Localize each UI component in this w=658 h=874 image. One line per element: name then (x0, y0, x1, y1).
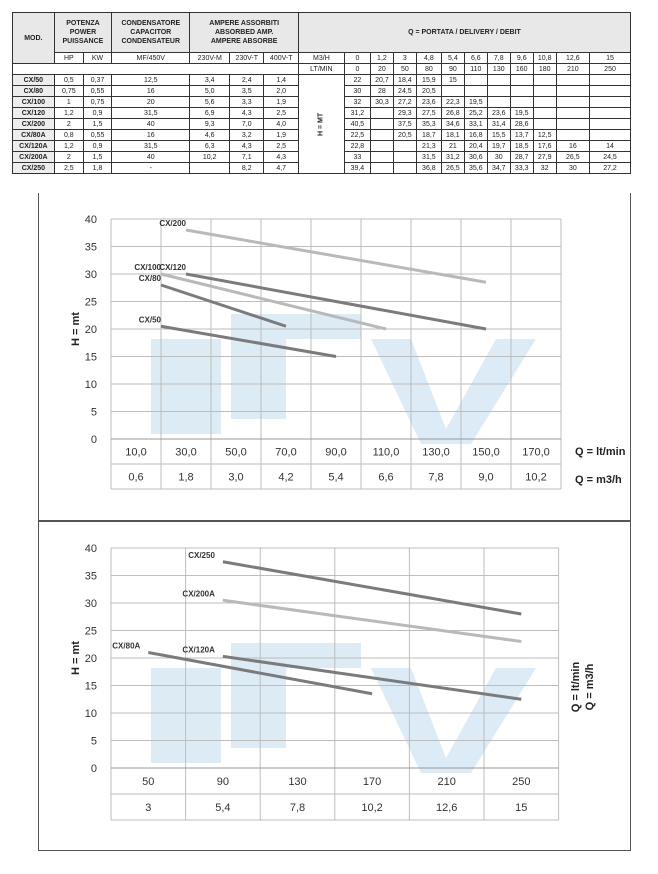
head-cell: 35,3 (416, 119, 441, 130)
amp-400t-cell: 2,5 (264, 108, 298, 119)
watermark-shape (371, 668, 536, 773)
y-tick-label: 20 (84, 653, 97, 665)
amp-230m-cell: 5,6 (190, 97, 230, 108)
head-cell: 15 (441, 75, 464, 86)
y-tick-label: 25 (84, 296, 97, 309)
head-cell: 16,8 (464, 130, 487, 141)
y-tick-label: 10 (84, 708, 97, 720)
head-cell (370, 130, 393, 141)
x-tick-label-ltmin: 90,0 (325, 446, 347, 459)
kw-cell: 0,37 (83, 75, 111, 86)
x-tick-label-ltmin: 50 (142, 776, 155, 788)
hp-cell: 1,2 (54, 108, 83, 119)
amp-230t-cell: 7,0 (230, 119, 264, 130)
y-tick-label: 15 (84, 680, 97, 693)
head-cell: 33,3 (510, 163, 533, 174)
amp-230t-cell: 8,2 (230, 163, 264, 174)
units-row-ltmin (13, 64, 631, 75)
kw-cell: 0,55 (83, 86, 111, 97)
flow-ltmin-cell: 130 (487, 64, 510, 75)
y-tick-label: 0 (90, 434, 97, 446)
series-label: CX/80 (138, 274, 161, 283)
flow-m3h-cell: 3 (393, 53, 416, 64)
x-tick-label-m3h: 15 (515, 802, 528, 814)
head-cell: 27,9 (533, 152, 556, 163)
head-cell: 33,1 (464, 119, 487, 130)
head-cell (590, 119, 631, 130)
head-cell (556, 97, 589, 108)
head-cell (556, 130, 589, 141)
head-cell: 31,4 (487, 119, 510, 130)
x-tick-label-m3h: 10,2 (361, 802, 383, 814)
header-ampere-line: ABSORBED AMP. (214, 29, 274, 36)
head-cell (393, 141, 416, 152)
head-cell: 27,5 (416, 108, 441, 119)
head-cell (590, 130, 631, 141)
watermark-shape (231, 643, 361, 748)
flow-ltmin-cell: 80 (416, 64, 441, 75)
header-power-line: PUISSANCE (62, 38, 104, 45)
head-cell: 12,5 (533, 130, 556, 141)
x-tick-label-ltmin: 50,0 (225, 446, 247, 459)
amp-230t-cell: 3,2 (230, 130, 264, 141)
head-cell: 23,6 (487, 108, 510, 119)
x-axis-label-m3h: Q = m3/h (584, 663, 596, 711)
head-cell: 19,5 (510, 108, 533, 119)
x-tick-label-m3h: 3,0 (228, 471, 244, 484)
head-cell: 26,8 (441, 108, 464, 119)
amp-400t-cell: 4,0 (264, 119, 298, 130)
head-cell (370, 152, 393, 163)
head-cell: 31,5 (416, 152, 441, 163)
hp-cell: 2 (54, 119, 83, 130)
head-cell: 24,5 (393, 86, 416, 97)
hp-cell: 0,8 (54, 130, 83, 141)
watermark-shape (231, 314, 361, 419)
amp-230t-cell: 4,3 (230, 141, 264, 152)
head-cell: 21 (441, 141, 464, 152)
y-tick-label: 25 (84, 625, 97, 638)
head-cell (590, 108, 631, 119)
model-cell: CX/250 (13, 163, 55, 174)
x-tick-label-m3h: 1,8 (178, 471, 194, 484)
head-cell: 17,6 (533, 141, 556, 152)
flow-m3h-cell: 9,6 (510, 53, 533, 64)
flow-m3h-cell: 4,8 (416, 53, 441, 64)
flow-m3h-cell: 7,8 (487, 53, 510, 64)
unit-mf: MF/450V (112, 53, 190, 64)
x-tick-label-m3h: 12,6 (435, 802, 458, 814)
y-tick-label: 5 (90, 406, 97, 419)
header-capacitor-line: CONDENSATORE (121, 20, 181, 27)
head-cell: 30 (344, 86, 370, 97)
y-tick-label: 30 (84, 598, 97, 610)
head-cell: 32 (344, 97, 370, 108)
model-cell: CX/100 (13, 97, 55, 108)
amp-400t-cell: 1,9 (264, 97, 298, 108)
head-cell: 25,2 (464, 108, 487, 119)
head-cell: 24,5 (590, 152, 631, 163)
x-tick-label-ltmin: 170,0 (522, 446, 550, 459)
head-cell: 26,5 (441, 163, 464, 174)
amp-400t-cell: 4,3 (264, 152, 298, 163)
x-tick-label-ltmin: 150,0 (472, 446, 500, 459)
series-label: CX/200A (182, 589, 215, 599)
x-tick-label-m3h: 9,0 (478, 471, 494, 484)
table-row (13, 75, 631, 86)
head-cell (590, 75, 631, 86)
head-cell (533, 86, 556, 97)
head-cell (370, 119, 393, 130)
flow-ltmin-cell: 250 (590, 64, 631, 75)
flow-m3h-cell: 5,4 (441, 53, 464, 64)
amp-230t-cell: 3,3 (230, 97, 264, 108)
head-cell (464, 86, 487, 97)
unit-400t: 400V-T (264, 53, 298, 64)
header-ampere-text (209, 20, 279, 45)
spec-body (13, 75, 631, 174)
header-power-line: POTENZA (66, 20, 100, 27)
header-power-text (63, 20, 104, 45)
head-cell: 22,5 (344, 130, 370, 141)
x-tick-label-ltmin: 170 (362, 776, 382, 788)
x-tick-label-ltmin: 210 (437, 776, 456, 788)
kw-cell: 0,9 (83, 141, 111, 152)
head-cell: 18,4 (393, 75, 416, 86)
flow-ltmin-cell: 50 (393, 64, 416, 75)
head-cell: 34,6 (441, 119, 464, 130)
series-label: CX/100 (134, 263, 161, 272)
y-tick-label: 35 (84, 570, 97, 583)
model-cell: CX/200A (13, 152, 55, 163)
flow-m3h-cell: 15 (590, 53, 631, 64)
header-capacitor-line: CONDENSATEUR (121, 38, 181, 45)
flow-ltmin-cell: 160 (510, 64, 533, 75)
kw-cell: 0,9 (83, 108, 111, 119)
head-cell (533, 97, 556, 108)
y-tick-label: 40 (84, 543, 97, 555)
unit-hp: HP (54, 53, 83, 64)
amp-230m-cell: 5,0 (190, 86, 230, 97)
header-flow: Q = PORTATA / DELIVERY / DEBIT (298, 13, 630, 53)
head-cell (556, 75, 589, 86)
x-axis-label-m3h: Q = m3/h (575, 474, 622, 486)
head-cell: 30 (487, 152, 510, 163)
chart-1 (39, 193, 632, 521)
series-label: CX/250 (188, 550, 215, 560)
head-cell: 14 (590, 141, 631, 152)
head-cell: 20,5 (416, 86, 441, 97)
head-cell: 27,2 (590, 163, 631, 174)
unit-230t: 230V-T (230, 53, 264, 64)
model-cell: CX/50 (13, 75, 55, 86)
chart-2 (39, 522, 632, 852)
series-label: CX/200 (159, 219, 186, 228)
head-cell: 19,7 (487, 141, 510, 152)
head-cell (370, 141, 393, 152)
x-tick-label-ltmin: 90 (216, 776, 230, 788)
amp-400t-cell: 2,0 (264, 86, 298, 97)
x-tick-label-m3h: 6,6 (378, 471, 394, 484)
series-line (161, 285, 286, 326)
head-cell: 27,2 (393, 97, 416, 108)
units-spacer (13, 64, 299, 75)
head-cell: 31,2 (344, 108, 370, 119)
unit-ltmin-label: LT/MIN (298, 64, 344, 75)
y-tick-label: 5 (90, 735, 97, 748)
head-cell: 18,7 (416, 130, 441, 141)
amp-230m-cell: 9,3 (190, 119, 230, 130)
model-cell: CX/80 (13, 86, 55, 97)
model-cell: CX/120 (13, 108, 55, 119)
amp-230t-cell: 3,5 (230, 86, 264, 97)
head-cell: 30,3 (370, 97, 393, 108)
amp-400t-cell: 4,7 (264, 163, 298, 174)
amp-230m-cell: 3,4 (190, 75, 230, 86)
head-cell: 29,3 (393, 108, 416, 119)
y-tick-label: 15 (84, 351, 97, 364)
head-cell: 15,9 (416, 75, 441, 86)
kw-cell: 0,55 (83, 130, 111, 141)
head-cell: 18,5 (510, 141, 533, 152)
amp-400t-cell: 1,4 (264, 75, 298, 86)
head-cell: 28 (370, 86, 393, 97)
header-power (54, 13, 111, 53)
flow-ltmin-cell: 90 (441, 64, 464, 75)
head-cell: 34,7 (487, 163, 510, 174)
head-cell (533, 108, 556, 119)
flow-m3h-cell: 12,6 (556, 53, 589, 64)
amp-230m-cell: 10,2 (190, 152, 230, 163)
hp-cell: 2,5 (54, 163, 83, 174)
x-tick-label-ltmin: 130,0 (422, 446, 450, 459)
head-cell: 36,8 (416, 163, 441, 174)
head-cell: 22,8 (344, 141, 370, 152)
kw-cell: 1,8 (83, 163, 111, 174)
header-capacitor-text (121, 20, 180, 45)
amp-400t-cell: 2,5 (264, 141, 298, 152)
y-tick-label: 20 (84, 324, 97, 336)
series-label: CX/50 (138, 315, 161, 325)
head-cell: 39,4 (344, 163, 370, 174)
head-cell: 28,6 (510, 119, 533, 130)
series-label: CX/80A (112, 641, 141, 651)
head-cell (510, 97, 533, 108)
model-cell: CX/200 (13, 119, 55, 130)
header-ampere-line: AMPERE ASSORBITI (209, 20, 280, 27)
spec-table (12, 12, 631, 174)
x-tick-label-m3h: 7,8 (428, 471, 444, 484)
x-tick-label-m3h: 0,6 (128, 471, 144, 484)
flow-m3h-cell: 0 (344, 53, 370, 64)
head-cell (393, 163, 416, 174)
hp-cell: 1,2 (54, 141, 83, 152)
x-tick-label-ltmin: 110,0 (372, 446, 400, 459)
units-row (13, 53, 631, 64)
head-cell (370, 163, 393, 174)
series-label: CX/120 (159, 263, 186, 272)
head-cell: 32 (533, 163, 556, 174)
y-tick-label: 40 (84, 214, 97, 226)
flow-m3h-cell: 6,6 (464, 53, 487, 64)
head-cell: 13,7 (510, 130, 533, 141)
head-cell: 33 (344, 152, 370, 163)
header-capacitor (112, 13, 190, 53)
x-tick-label-m3h: 5,4 (215, 802, 231, 814)
spec-table-wrap (12, 12, 631, 174)
head-cell: 22 (344, 75, 370, 86)
flow-m3h-cell: 1,2 (370, 53, 393, 64)
head-cell: 40,5 (344, 119, 370, 130)
x-axis-label-ltmin: Q = lt/min (570, 661, 582, 713)
capacitor-cell: 40 (112, 119, 190, 130)
flow-ltmin-cell: 20 (370, 64, 393, 75)
amp-230t-cell: 4,3 (230, 108, 264, 119)
head-cell (487, 75, 510, 86)
header-mod: MOD. (13, 13, 55, 64)
amp-230t-cell: 7,1 (230, 152, 264, 163)
flow-ltmin-cell: 0 (344, 64, 370, 75)
x-tick-label-ltmin: 10,0 (125, 446, 147, 459)
y-tick-label: 0 (90, 763, 97, 775)
head-cell: 18,1 (441, 130, 464, 141)
head-cell (487, 97, 510, 108)
x-tick-label-m3h: 3 (145, 802, 152, 814)
amp-230m-cell (190, 163, 230, 174)
chart-1-panel (38, 193, 631, 521)
flow-ltmin-cell: 180 (533, 64, 556, 75)
capacitor-cell: 16 (112, 86, 190, 97)
head-cell (556, 119, 589, 130)
capacitor-cell: 40 (112, 152, 190, 163)
x-axis-label-ltmin: Q = lt/min (575, 446, 626, 458)
header-ampere-line: AMPERE ABSORBE (210, 38, 278, 45)
head-cell: 20,4 (464, 141, 487, 152)
head-cell: 23,6 (416, 97, 441, 108)
header-power-line: POWER (69, 29, 97, 36)
amp-230m-cell: 6,3 (190, 141, 230, 152)
capacitor-cell: 16 (112, 130, 190, 141)
unit-m3h-label: M3/H (298, 53, 344, 64)
kw-cell: 0,75 (83, 97, 111, 108)
head-cell (590, 86, 631, 97)
head-cell: 31,2 (441, 152, 464, 163)
head-cell (533, 75, 556, 86)
x-tick-label-ltmin: 130 (288, 776, 307, 788)
head-cell (510, 86, 533, 97)
head-cell: 35,6 (464, 163, 487, 174)
model-cell: CX/120A (13, 141, 55, 152)
x-tick-label-m3h: 7,8 (289, 802, 306, 814)
head-cell (464, 75, 487, 86)
head-cell: 26,5 (556, 152, 589, 163)
header-ampere (190, 13, 299, 53)
head-cell: 30 (556, 163, 589, 174)
hp-cell: 0,75 (54, 86, 83, 97)
flow-m3h-cell: 10,8 (533, 53, 556, 64)
hp-cell: 1 (54, 97, 83, 108)
y-axis-label: H = mt (70, 641, 82, 675)
y-tick-label: 30 (84, 269, 97, 281)
unit-kw: KW (83, 53, 111, 64)
head-cell (441, 86, 464, 97)
head-cell: 15,5 (487, 130, 510, 141)
unit-230m: 230V-M (190, 53, 230, 64)
head-cell: 22,3 (441, 97, 464, 108)
hp-cell: 0,5 (54, 75, 83, 86)
x-tick-label-m3h: 4,2 (278, 471, 294, 484)
capacitor-cell: 31,5 (112, 141, 190, 152)
kw-cell: 1,5 (83, 152, 111, 163)
capacitor-cell: 12,5 (112, 75, 190, 86)
x-tick-label-ltmin: 250 (512, 776, 531, 788)
x-tick-label-m3h: 5,4 (328, 471, 344, 484)
model-cell: CX/80A (13, 130, 55, 141)
amp-230m-cell: 6,9 (190, 108, 230, 119)
kw-cell: 1,5 (83, 119, 111, 130)
head-cell (370, 108, 393, 119)
capacitor-cell: 31,5 (112, 108, 190, 119)
head-cell: 37,5 (393, 119, 416, 130)
amp-230m-cell: 4,6 (190, 130, 230, 141)
head-cell (590, 97, 631, 108)
capacitor-cell: 20 (112, 97, 190, 108)
head-unit-label: H = MT (298, 75, 344, 174)
flow-ltmin-cell: 110 (464, 64, 487, 75)
head-cell: 19,5 (464, 97, 487, 108)
chart-2-panel (38, 521, 631, 851)
head-cell: 16 (556, 141, 589, 152)
flow-ltmin-cell: 210 (556, 64, 589, 75)
y-tick-label: 10 (84, 379, 97, 391)
head-cell: 20,7 (370, 75, 393, 86)
head-cell (487, 86, 510, 97)
header-capacitor-line: CAPACITOR (130, 29, 172, 36)
head-cell (510, 75, 533, 86)
amp-230t-cell: 2,4 (230, 75, 264, 86)
series-label: CX/120A (182, 645, 215, 655)
head-cell: 20,5 (393, 130, 416, 141)
head-cell (533, 119, 556, 130)
head-cell (556, 108, 589, 119)
head-cell (556, 86, 589, 97)
head-cell (393, 152, 416, 163)
head-cell: 21,3 (416, 141, 441, 152)
head-cell: 28,7 (510, 152, 533, 163)
head-cell: 30,6 (464, 152, 487, 163)
y-axis-label: H = mt (70, 312, 82, 346)
x-tick-label-ltmin: 30,0 (175, 446, 197, 459)
hp-cell: 2 (54, 152, 83, 163)
x-tick-label-ltmin: 70,0 (275, 446, 297, 459)
x-tick-label-m3h: 10,2 (525, 471, 547, 484)
capacitor-cell: - (112, 163, 190, 174)
amp-400t-cell: 1,9 (264, 130, 298, 141)
y-tick-label: 35 (84, 241, 97, 254)
